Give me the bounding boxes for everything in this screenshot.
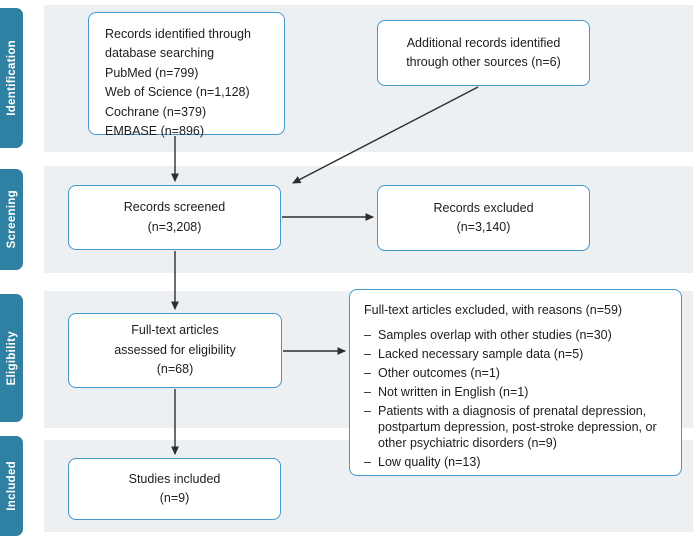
dash-bullet: –	[364, 404, 371, 419]
stage-label-identification: Identification	[5, 40, 18, 116]
exclusion-reason-text: Low quality (n=13)	[378, 455, 481, 470]
dash-bullet: –	[364, 385, 371, 400]
exclusion-reason-text: Patients with a diagnosis of prenatal depression, postpartum depression, post-stroke depression, or other psychiatric disorders (n=9)	[378, 404, 657, 451]
exclusion-reason-text: Other outcomes (n=1)	[378, 366, 500, 381]
box-text-line: EMBASE (n=896)	[105, 123, 205, 138]
box-fulltext-excluded	[349, 289, 682, 476]
box-text-line: Records excluded	[433, 200, 534, 215]
box-text-line: assessed for eligibility	[114, 342, 236, 357]
exclusion-reason-text: Samples overlap with other studies (n=30)	[378, 328, 612, 343]
exclusion-reason-text: Not written in English (n=1)	[378, 385, 529, 400]
stage-tab-identification	[0, 8, 23, 148]
box-text-line: PubMed (n=799)	[105, 65, 199, 80]
box-text-line: Cochrane (n=379)	[105, 104, 207, 119]
box-studies-included	[68, 458, 281, 520]
box-text-line: Full-text articles	[131, 323, 219, 338]
dash-bullet: –	[364, 347, 371, 362]
dash-bullet: –	[364, 366, 371, 381]
box-text-line: Studies included	[128, 471, 221, 486]
dash-bullet: –	[364, 455, 371, 470]
box-text-line: (n=68)	[156, 362, 194, 377]
stage-tab-included	[0, 436, 23, 536]
box-records-screened	[68, 185, 281, 250]
box-text-line: (n=9)	[159, 491, 190, 505]
stage-tab-eligibility	[0, 294, 23, 422]
stage-label-eligibility: Eligibility	[5, 330, 18, 386]
box-text-line: through other sources (n=6)	[406, 55, 561, 69]
exclusion-reason-text: Lacked necessary sample data (n=5)	[378, 347, 584, 362]
exclusion-reason	[364, 384, 669, 400]
exclusion-reason	[364, 365, 669, 381]
exclusion-reason	[364, 403, 669, 451]
box-text-line: database searching	[105, 46, 215, 61]
exclusion-reason	[364, 327, 669, 343]
box-records-identified	[88, 12, 285, 138]
box-text-line: Records identified through	[105, 27, 251, 41]
box-fulltext-assessed	[68, 313, 282, 388]
box-text-line: Records screened	[123, 200, 226, 215]
box-text-line: Web of Science (n=1,128)	[105, 85, 250, 100]
box-records-excluded	[377, 185, 590, 251]
exclusion-reason	[364, 346, 669, 362]
box-additional-records	[377, 20, 590, 86]
stage-tab-screening	[0, 169, 23, 270]
dash-bullet: –	[364, 328, 371, 343]
box-text-line: (n=3,208)	[147, 219, 202, 234]
box-text-line: Additional records identified	[406, 35, 561, 50]
fulltext-excluded-title: Full-text articles excluded, with reasons (n=59)	[364, 303, 623, 317]
box-text-line: (n=3,140)	[456, 220, 511, 234]
exclusion-reason	[364, 454, 669, 470]
stage-label-screening: Screening	[5, 190, 18, 249]
stage-label-included: Included	[5, 461, 18, 511]
